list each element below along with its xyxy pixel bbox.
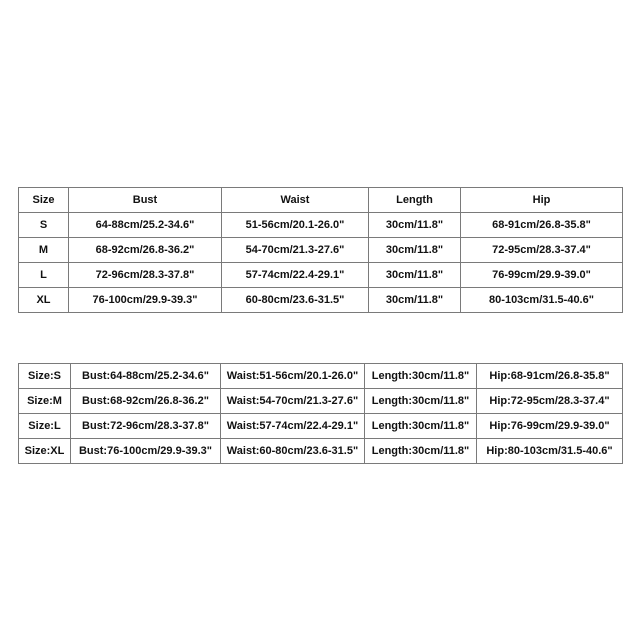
cell-waist: Waist:57-74cm/22.4-29.1" (221, 414, 365, 439)
cell-bust: Bust:68-92cm/26.8-36.2" (71, 389, 221, 414)
size-table-columns (18, 187, 623, 313)
header-size: Size (19, 188, 69, 213)
cell-hip: 72-95cm/28.3-37.4" (461, 238, 623, 263)
cell-hip: Hip:68-91cm/26.8-35.8" (477, 364, 623, 389)
table-row (19, 364, 623, 389)
cell-length: 30cm/11.8" (369, 238, 461, 263)
table-header-row (19, 188, 623, 213)
cell-size: XL (19, 288, 69, 313)
cell-hip: Hip:76-99cm/29.9-39.0" (477, 414, 623, 439)
cell-waist: Waist:54-70cm/21.3-27.6" (221, 389, 365, 414)
cell-bust: Bust:76-100cm/29.9-39.3" (71, 439, 221, 464)
table-row (19, 389, 623, 414)
header-length: Length (369, 188, 461, 213)
table-row (19, 439, 623, 464)
table-row (19, 414, 623, 439)
cell-bust: 76-100cm/29.9-39.3" (69, 288, 222, 313)
cell-hip: Hip:80-103cm/31.5-40.6" (477, 439, 623, 464)
cell-size: Size:M (19, 389, 71, 414)
cell-length: Length:30cm/11.8" (365, 414, 477, 439)
cell-hip: 76-99cm/29.9-39.0" (461, 263, 623, 288)
cell-size: M (19, 238, 69, 263)
cell-length: Length:30cm/11.8" (365, 364, 477, 389)
cell-size: S (19, 213, 69, 238)
cell-size: Size:L (19, 414, 71, 439)
cell-length: Length:30cm/11.8" (365, 389, 477, 414)
cell-waist: Waist:51-56cm/20.1-26.0" (221, 364, 365, 389)
table-row (19, 213, 623, 238)
cell-waist: 57-74cm/22.4-29.1" (222, 263, 369, 288)
cell-bust: Bust:72-96cm/28.3-37.8" (71, 414, 221, 439)
cell-bust: 64-88cm/25.2-34.6" (69, 213, 222, 238)
header-bust: Bust (69, 188, 222, 213)
table-row (19, 263, 623, 288)
cell-length: Length:30cm/11.8" (365, 439, 477, 464)
cell-bust: 68-92cm/26.8-36.2" (69, 238, 222, 263)
cell-hip: Hip:72-95cm/28.3-37.4" (477, 389, 623, 414)
cell-waist: 51-56cm/20.1-26.0" (222, 213, 369, 238)
cell-size: L (19, 263, 69, 288)
cell-length: 30cm/11.8" (369, 263, 461, 288)
cell-size: Size:S (19, 364, 71, 389)
cell-waist: 60-80cm/23.6-31.5" (222, 288, 369, 313)
cell-bust: Bust:64-88cm/25.2-34.6" (71, 364, 221, 389)
cell-length: 30cm/11.8" (369, 213, 461, 238)
table-row (19, 288, 623, 313)
cell-length: 30cm/11.8" (369, 288, 461, 313)
cell-waist: 54-70cm/21.3-27.6" (222, 238, 369, 263)
header-waist: Waist (222, 188, 369, 213)
table-row (19, 238, 623, 263)
size-table-labeled (18, 363, 623, 464)
cell-hip: 80-103cm/31.5-40.6" (461, 288, 623, 313)
header-hip: Hip (461, 188, 623, 213)
cell-bust: 72-96cm/28.3-37.8" (69, 263, 222, 288)
cell-size: Size:XL (19, 439, 71, 464)
cell-waist: Waist:60-80cm/23.6-31.5" (221, 439, 365, 464)
cell-hip: 68-91cm/26.8-35.8" (461, 213, 623, 238)
